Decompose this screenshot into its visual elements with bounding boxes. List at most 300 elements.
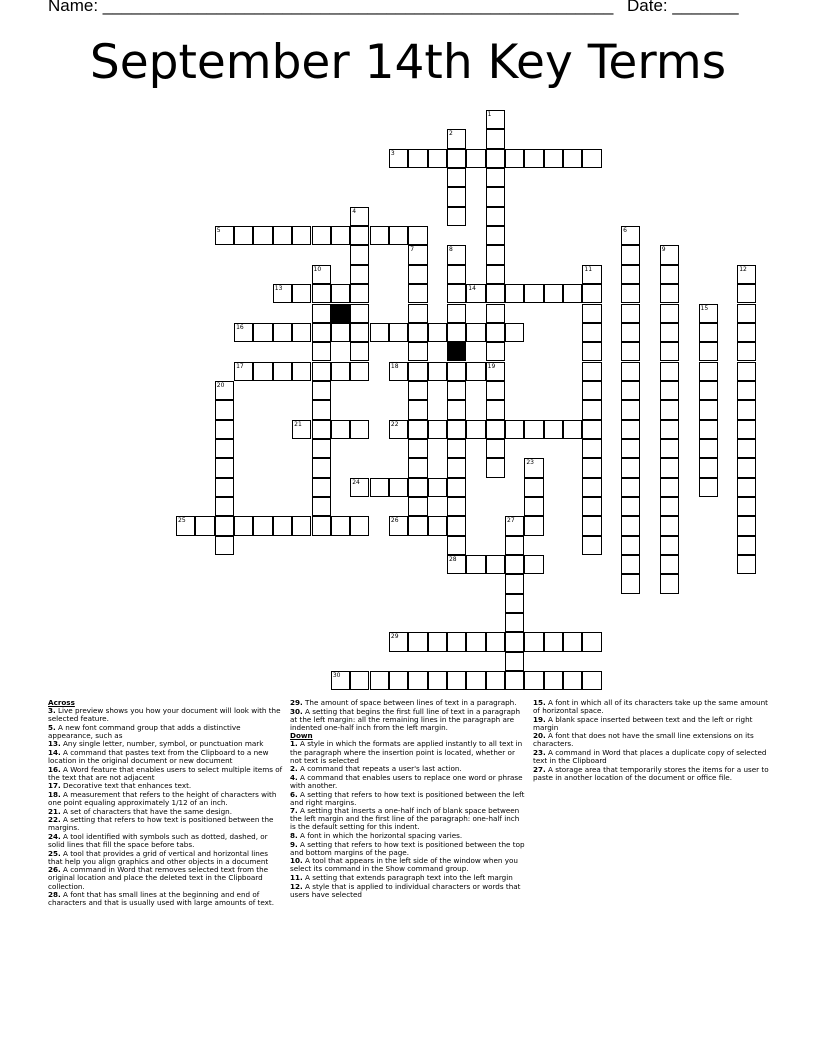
grid-cell[interactable] [253, 323, 272, 342]
grid-cell[interactable] [389, 149, 408, 168]
clue-item-number: 9. [290, 839, 298, 849]
grid-cell[interactable] [428, 149, 447, 168]
grid-cell[interactable] [350, 265, 369, 284]
grid-cell[interactable] [350, 304, 369, 323]
grid-cell[interactable] [660, 304, 679, 323]
grid-cell[interactable] [389, 420, 408, 439]
grid-cell[interactable] [660, 439, 679, 458]
grid-cell[interactable] [428, 632, 447, 651]
grid-cell[interactable] [350, 342, 369, 361]
grid-cell[interactable] [582, 284, 601, 303]
grid-cell[interactable] [408, 671, 427, 690]
grid-cell[interactable] [486, 420, 505, 439]
grid-cell[interactable] [582, 149, 601, 168]
grid-cell[interactable] [447, 284, 466, 303]
clue-item-number: 11. [290, 872, 303, 882]
grid-cell[interactable] [699, 304, 718, 323]
grid-cell[interactable] [621, 439, 640, 458]
grid-cell[interactable] [350, 323, 369, 342]
grid-cell[interactable] [447, 458, 466, 477]
grid-cell[interactable] [737, 304, 756, 323]
grid-cell[interactable] [737, 362, 756, 381]
grid-cell[interactable] [389, 362, 408, 381]
clue-number: 16 [236, 323, 244, 331]
grid-cell[interactable] [582, 632, 601, 651]
grid-cell[interactable] [408, 362, 427, 381]
grid-cell[interactable] [621, 362, 640, 381]
grid-cell[interactable] [737, 381, 756, 400]
grid-cell[interactable] [486, 323, 505, 342]
grid-cell[interactable] [350, 284, 369, 303]
grid-cell[interactable] [621, 536, 640, 555]
grid-cell[interactable] [737, 323, 756, 342]
grid-cell[interactable] [505, 516, 524, 535]
grid-cell[interactable] [215, 516, 234, 535]
grid-cell[interactable] [292, 516, 311, 535]
clue-item [48, 707, 284, 723]
grid-cell[interactable] [428, 671, 447, 690]
grid-cell[interactable] [408, 458, 427, 477]
grid-cell[interactable] [660, 555, 679, 574]
grid-cell[interactable] [486, 381, 505, 400]
grid-cell[interactable] [505, 671, 524, 690]
grid-cell[interactable] [737, 536, 756, 555]
grid-cell[interactable] [621, 265, 640, 284]
grid-cell[interactable] [408, 632, 427, 651]
clue-item-text: A command in Word that places a duplicate copy of selected text in the Clipboard [533, 748, 767, 766]
grid-cell[interactable] [331, 284, 350, 303]
grid-cell[interactable] [408, 245, 427, 264]
clue-item [290, 807, 526, 831]
clue-item-text: A setting that extends paragraph text into the left margin [302, 872, 513, 882]
grid-cell[interactable] [563, 671, 582, 690]
grid-cell[interactable] [215, 381, 234, 400]
grid-cell[interactable] [621, 458, 640, 477]
grid-cell[interactable] [621, 226, 640, 245]
grid-cell[interactable] [408, 265, 427, 284]
grid-cell[interactable] [660, 574, 679, 593]
grid-cell[interactable] [486, 245, 505, 264]
grid-cell[interactable] [253, 226, 272, 245]
grid-cell[interactable] [621, 400, 640, 419]
grid-cell[interactable] [292, 226, 311, 245]
grid-cell[interactable] [331, 323, 350, 342]
grid-cell[interactable] [312, 478, 331, 497]
grid-cell[interactable] [447, 207, 466, 226]
grid-cell[interactable] [312, 265, 331, 284]
grid-cell[interactable] [215, 458, 234, 477]
grid-cell[interactable] [563, 420, 582, 439]
grid-cell[interactable] [253, 516, 272, 535]
grid-cell[interactable] [486, 362, 505, 381]
grid-cell[interactable] [582, 420, 601, 439]
grid-cell[interactable] [408, 420, 427, 439]
grid-cell[interactable] [370, 323, 389, 342]
grid-cell[interactable] [447, 420, 466, 439]
grid-cell[interactable] [737, 342, 756, 361]
down-heading: Down [290, 731, 313, 741]
grid-cell[interactable] [660, 478, 679, 497]
clue-item-text: A set of characters that have the same design. [60, 806, 233, 816]
grid-cell[interactable] [466, 555, 485, 574]
grid-cell[interactable] [486, 284, 505, 303]
clue-item [290, 774, 526, 790]
grid-cell[interactable] [505, 594, 524, 613]
grid-cell[interactable] [389, 226, 408, 245]
clue-item-text: A font that has small lines at the beginning and end of characters and that is usually used with large amounts of text. [48, 890, 274, 908]
clue-item [533, 732, 769, 748]
grid-cell[interactable] [447, 497, 466, 516]
grid-cell[interactable] [447, 400, 466, 419]
grid-cell[interactable] [408, 342, 427, 361]
grid-cell[interactable] [215, 497, 234, 516]
grid-cell[interactable] [408, 304, 427, 323]
grid-cell[interactable] [312, 342, 331, 361]
grid-cell[interactable] [660, 245, 679, 264]
grid-cell[interactable] [737, 478, 756, 497]
grid-cell[interactable] [486, 168, 505, 187]
grid-cell[interactable] [660, 497, 679, 516]
grid-cell[interactable] [350, 226, 369, 245]
grid-cell[interactable] [447, 168, 466, 187]
grid-cell[interactable] [505, 536, 524, 555]
clue-item-number: 29. [290, 698, 303, 707]
grid-cell[interactable] [524, 149, 543, 168]
grid-cell[interactable] [408, 400, 427, 419]
grid-cell[interactable] [660, 516, 679, 535]
grid-cell[interactable] [447, 245, 466, 264]
clue-number: 11 [584, 265, 593, 273]
grid-cell[interactable] [524, 458, 543, 477]
grid-cell[interactable] [447, 129, 466, 148]
grid-cell[interactable] [737, 284, 756, 303]
grid-cell[interactable] [582, 265, 601, 284]
grid-cell[interactable] [621, 245, 640, 264]
grid-cell[interactable] [563, 149, 582, 168]
grid-cell[interactable] [544, 420, 563, 439]
grid-block-cell [447, 342, 466, 361]
grid-cell[interactable] [737, 497, 756, 516]
grid-cell[interactable] [466, 149, 485, 168]
grid-cell[interactable] [582, 439, 601, 458]
grid-cell[interactable] [466, 284, 485, 303]
grid-cell[interactable] [331, 226, 350, 245]
grid-cell[interactable] [312, 226, 331, 245]
grid-cell[interactable] [312, 497, 331, 516]
grid-cell[interactable] [447, 362, 466, 381]
grid-cell[interactable] [699, 420, 718, 439]
grid-cell[interactable] [350, 207, 369, 226]
grid-cell[interactable] [370, 478, 389, 497]
grid-cell[interactable] [408, 323, 427, 342]
across-heading: Across [48, 698, 75, 707]
grid-cell[interactable] [292, 323, 311, 342]
grid-cell[interactable] [447, 187, 466, 206]
grid-cell[interactable] [486, 342, 505, 361]
grid-cell[interactable] [408, 149, 427, 168]
grid-cell[interactable] [621, 555, 640, 574]
grid-cell[interactable] [234, 323, 253, 342]
grid-cell[interactable] [331, 671, 350, 690]
grid-cell[interactable] [505, 652, 524, 671]
grid-cell[interactable] [350, 420, 369, 439]
grid-cell[interactable] [292, 362, 311, 381]
grid-cell[interactable] [621, 516, 640, 535]
grid-cell[interactable] [582, 671, 601, 690]
grid-cell[interactable] [486, 439, 505, 458]
grid-cell[interactable] [312, 284, 331, 303]
grid-cell[interactable] [737, 420, 756, 439]
grid-cell[interactable] [466, 632, 485, 651]
date-field-label: Date: _______ [627, 0, 739, 15]
grid-cell[interactable] [582, 304, 601, 323]
grid-cell[interactable] [699, 362, 718, 381]
grid-cell[interactable] [544, 632, 563, 651]
grid-cell[interactable] [524, 284, 543, 303]
grid-cell[interactable] [447, 323, 466, 342]
grid-cell[interactable] [582, 400, 601, 419]
grid-cell[interactable] [582, 536, 601, 555]
grid-cell[interactable] [466, 420, 485, 439]
grid-cell[interactable] [486, 149, 505, 168]
grid-cell[interactable] [505, 323, 524, 342]
grid-cell[interactable] [582, 323, 601, 342]
grid-cell[interactable] [621, 574, 640, 593]
grid-cell[interactable] [447, 478, 466, 497]
grid-cell[interactable] [389, 516, 408, 535]
grid-cell[interactable] [350, 362, 369, 381]
grid-cell[interactable] [447, 536, 466, 555]
grid-cell[interactable] [621, 478, 640, 497]
grid-cell[interactable] [563, 632, 582, 651]
grid-cell[interactable] [524, 632, 543, 651]
grid-cell[interactable] [428, 516, 447, 535]
grid-cell[interactable] [312, 362, 331, 381]
grid-cell[interactable] [234, 362, 253, 381]
grid-cell[interactable] [660, 536, 679, 555]
grid-cell[interactable] [331, 362, 350, 381]
down-clue-list-continued [533, 699, 769, 782]
grid-cell[interactable] [737, 555, 756, 574]
grid-cell[interactable] [505, 555, 524, 574]
grid-cell[interactable] [505, 284, 524, 303]
grid-cell[interactable] [486, 304, 505, 323]
grid-cell[interactable] [660, 323, 679, 342]
grid-cell[interactable] [428, 323, 447, 342]
grid-cell[interactable] [582, 342, 601, 361]
grid-cell[interactable] [312, 400, 331, 419]
grid-cell[interactable] [447, 439, 466, 458]
grid-cell[interactable] [215, 439, 234, 458]
grid-cell[interactable] [234, 516, 253, 535]
clue-item-text: A setting that begins the first full line of text in a paragraph at the left margin: all the remaining lines in the paragraph are indented one-half inch from the left margin. [290, 706, 521, 732]
grid-cell[interactable] [737, 439, 756, 458]
grid-cell[interactable] [234, 226, 253, 245]
grid-cell[interactable] [486, 226, 505, 245]
grid-cell[interactable] [389, 323, 408, 342]
grid-cell[interactable] [524, 497, 543, 516]
grid-cell[interactable] [660, 381, 679, 400]
grid-cell[interactable] [544, 671, 563, 690]
grid-cell[interactable] [505, 632, 524, 651]
grid-cell[interactable] [408, 516, 427, 535]
grid-cell[interactable] [582, 516, 601, 535]
grid-cell[interactable] [428, 478, 447, 497]
grid-cell[interactable] [292, 420, 311, 439]
grid-cell[interactable] [195, 516, 214, 535]
grid-cell[interactable] [699, 323, 718, 342]
grid-cell[interactable] [699, 381, 718, 400]
grid-cell[interactable] [215, 400, 234, 419]
grid-cell[interactable] [544, 149, 563, 168]
grid-cell[interactable] [486, 400, 505, 419]
grid-cell[interactable] [447, 381, 466, 400]
grid-cell[interactable] [312, 516, 331, 535]
grid-cell[interactable] [699, 439, 718, 458]
grid-cell[interactable] [737, 265, 756, 284]
grid-cell[interactable] [582, 381, 601, 400]
grid-cell[interactable] [350, 671, 369, 690]
grid-cell[interactable] [486, 265, 505, 284]
grid-cell[interactable] [524, 516, 543, 535]
grid-cell[interactable] [447, 671, 466, 690]
grid-cell[interactable] [621, 342, 640, 361]
grid-cell[interactable] [660, 400, 679, 419]
grid-cell[interactable] [660, 342, 679, 361]
grid-cell[interactable] [660, 420, 679, 439]
grid-cell[interactable] [312, 458, 331, 477]
grid-cell[interactable] [486, 555, 505, 574]
grid-cell[interactable] [582, 497, 601, 516]
grid-cell[interactable] [660, 265, 679, 284]
clue-item [48, 866, 284, 890]
grid-cell[interactable] [699, 342, 718, 361]
grid-cell[interactable] [273, 226, 292, 245]
grid-cell[interactable] [176, 516, 195, 535]
grid-cell[interactable] [486, 187, 505, 206]
grid-cell[interactable] [621, 323, 640, 342]
grid-cell[interactable] [215, 226, 234, 245]
grid-cell[interactable] [486, 110, 505, 129]
grid-cell[interactable] [524, 420, 543, 439]
grid-cell[interactable] [699, 478, 718, 497]
grid-cell[interactable] [699, 458, 718, 477]
grid-cell[interactable] [408, 226, 427, 245]
grid-cell[interactable] [312, 420, 331, 439]
grid-cell[interactable] [486, 671, 505, 690]
grid-cell[interactable] [466, 362, 485, 381]
grid-cell[interactable] [486, 458, 505, 477]
grid-cell[interactable] [312, 323, 331, 342]
grid-cell[interactable] [447, 516, 466, 535]
grid-cell[interactable] [621, 420, 640, 439]
grid-cell[interactable] [505, 613, 524, 632]
grid-cell[interactable] [428, 362, 447, 381]
grid-cell[interactable] [621, 497, 640, 516]
grid-cell[interactable] [544, 284, 563, 303]
grid-cell[interactable] [215, 536, 234, 555]
clue-item-text: A command that repeats a user's last action. [297, 764, 462, 774]
grid-cell[interactable] [447, 555, 466, 574]
grid-cell[interactable] [486, 207, 505, 226]
grid-cell[interactable] [273, 284, 292, 303]
grid-cell[interactable] [408, 478, 427, 497]
grid-cell[interactable] [312, 304, 331, 323]
clue-item-text: A style in which the formats are applied instantly to all text in the paragraph where the insertion point is located, whether or not text is selected [290, 739, 523, 765]
grid-cell[interactable] [505, 420, 524, 439]
grid-cell[interactable] [292, 284, 311, 303]
grid-cell[interactable] [350, 516, 369, 535]
grid-cell[interactable] [312, 439, 331, 458]
grid-cell[interactable] [505, 574, 524, 593]
grid-cell[interactable] [447, 304, 466, 323]
clue-item-number: 2. [290, 764, 298, 774]
grid-cell[interactable] [660, 284, 679, 303]
grid-cell[interactable] [253, 362, 272, 381]
grid-cell[interactable] [408, 439, 427, 458]
grid-cell[interactable] [331, 420, 350, 439]
grid-cell[interactable] [273, 516, 292, 535]
grid-cell[interactable] [582, 478, 601, 497]
grid-cell[interactable] [408, 497, 427, 516]
grid-cell[interactable] [215, 478, 234, 497]
grid-cell[interactable] [486, 632, 505, 651]
grid-cell[interactable] [447, 632, 466, 651]
clue-item [48, 791, 284, 807]
grid-cell[interactable] [389, 632, 408, 651]
across-clue-list [48, 707, 284, 907]
grid-cell[interactable] [389, 671, 408, 690]
grid-cell[interactable] [621, 304, 640, 323]
grid-cell[interactable] [486, 129, 505, 148]
grid-cell[interactable] [389, 478, 408, 497]
grid-cell[interactable] [350, 478, 369, 497]
grid-cell[interactable] [737, 458, 756, 477]
grid-cell[interactable] [331, 516, 350, 535]
grid-cell[interactable] [273, 323, 292, 342]
grid-cell[interactable] [524, 671, 543, 690]
grid-cell[interactable] [350, 245, 369, 264]
grid-cell[interactable] [215, 420, 234, 439]
clue-item-text: The amount of space between lines of text in a paragraph. [302, 698, 517, 707]
grid-cell[interactable] [447, 149, 466, 168]
grid-cell[interactable] [408, 284, 427, 303]
grid-cell[interactable] [660, 458, 679, 477]
grid-cell[interactable] [505, 149, 524, 168]
grid-cell[interactable] [466, 323, 485, 342]
grid-cell[interactable] [312, 381, 331, 400]
grid-cell[interactable] [408, 381, 427, 400]
grid-cell[interactable] [582, 458, 601, 477]
grid-cell[interactable] [524, 555, 543, 574]
grid-cell[interactable] [563, 284, 582, 303]
grid-cell[interactable] [370, 226, 389, 245]
grid-cell[interactable] [370, 671, 389, 690]
grid-cell[interactable] [660, 362, 679, 381]
grid-cell[interactable] [447, 265, 466, 284]
grid-cell[interactable] [699, 400, 718, 419]
grid-cell[interactable] [621, 381, 640, 400]
grid-cell[interactable] [582, 362, 601, 381]
grid-cell[interactable] [621, 284, 640, 303]
grid-cell[interactable] [524, 478, 543, 497]
clue-item-number: 20. [533, 731, 546, 741]
grid-cell[interactable] [428, 420, 447, 439]
grid-cell[interactable] [273, 362, 292, 381]
grid-cell[interactable] [466, 671, 485, 690]
grid-cell[interactable] [737, 400, 756, 419]
grid-cell[interactable] [737, 516, 756, 535]
